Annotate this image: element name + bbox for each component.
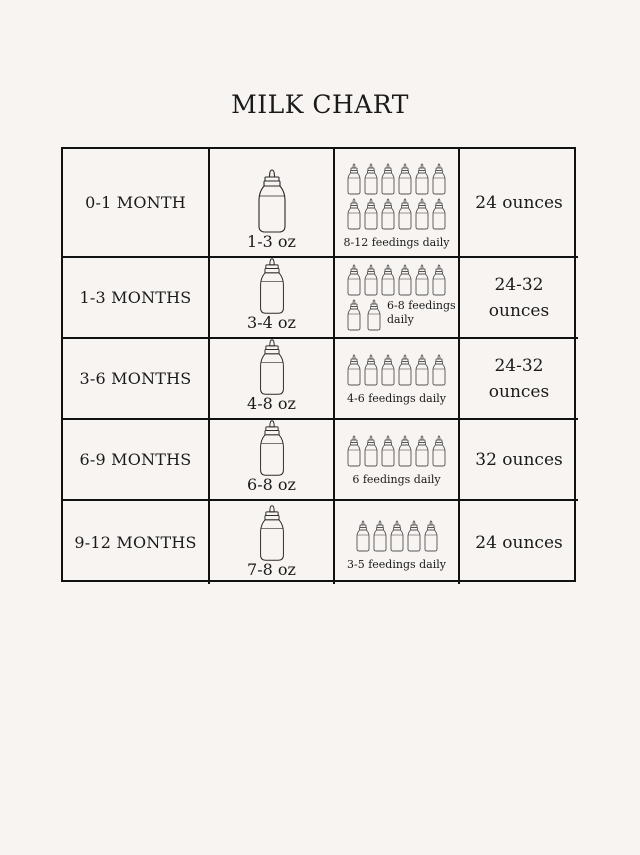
bottle-icon-row <box>347 264 446 296</box>
mini-bottle-icon <box>432 264 446 296</box>
amount-cell <box>210 420 335 501</box>
mini-bottle-icon <box>356 520 370 552</box>
amount-label: 6-8 oz <box>247 475 296 494</box>
mini-bottle-icon <box>432 354 446 386</box>
baby-bottle-icon <box>257 420 287 477</box>
mini-bottle-icon <box>347 163 361 195</box>
feedings-cell <box>335 420 460 501</box>
feedings-cell <box>335 149 460 258</box>
age-cell <box>63 420 210 501</box>
mini-bottle-icon <box>364 354 378 386</box>
mini-bottle-icon <box>347 354 361 386</box>
age-label: 9-12 MONTHS <box>74 533 197 552</box>
amount-label: 1-3 oz <box>247 232 296 251</box>
baby-bottle-icon <box>255 168 289 234</box>
mini-bottle-icon <box>415 198 429 230</box>
feedings-label: 6-8 feedings daily <box>387 299 456 326</box>
feedings-cell <box>335 339 460 420</box>
age-cell <box>63 149 210 258</box>
amount-cell <box>210 339 335 420</box>
mini-bottle-icon <box>398 264 412 296</box>
amount-cell <box>210 149 335 258</box>
age-label: 0-1 MONTH <box>85 193 186 212</box>
baby-bottle-icon <box>257 258 287 315</box>
feedings-label: 8-12 feedings daily <box>343 236 450 249</box>
age-label: 1-3 MONTHS <box>79 288 192 307</box>
bottle-icon-row <box>347 163 446 195</box>
mini-bottle-icon <box>347 435 361 467</box>
amount-cell <box>210 501 335 584</box>
feedings-cell <box>335 258 460 339</box>
age-cell <box>63 339 210 420</box>
total-cell <box>460 501 578 584</box>
mini-bottle-icon <box>390 520 404 552</box>
mini-bottle-icon <box>347 299 361 331</box>
mini-bottle-icon <box>432 198 446 230</box>
mini-bottle-icon <box>398 435 412 467</box>
total-label: 32 ounces <box>475 449 563 470</box>
bottle-icon-row <box>339 299 460 331</box>
mini-bottle-icon <box>424 520 438 552</box>
mini-bottle-icon <box>415 354 429 386</box>
mini-bottle-icon <box>364 198 378 230</box>
amount-label: 4-8 oz <box>247 394 296 413</box>
mini-bottle-icon <box>381 198 395 230</box>
bottle-icon-row <box>347 435 446 467</box>
baby-bottle-icon <box>257 339 287 396</box>
age-label: 3-6 MONTHS <box>79 369 192 388</box>
total-label: 24 ounces <box>475 532 563 553</box>
total-cell <box>460 420 578 501</box>
mini-bottle-icon <box>432 163 446 195</box>
feedings-label: 6 feedings daily <box>352 473 441 486</box>
mini-bottle-icon <box>367 299 381 331</box>
age-cell <box>63 501 210 584</box>
total-label: 24 ounces <box>475 192 563 213</box>
mini-bottle-icon <box>407 520 421 552</box>
mini-bottle-icon <box>373 520 387 552</box>
feedings-label: 4-6 feedings daily <box>347 392 446 405</box>
bottle-icon-row <box>347 198 446 230</box>
mini-bottle-icon <box>347 198 361 230</box>
age-label: 6-9 MONTHS <box>79 450 192 469</box>
age-cell <box>63 258 210 339</box>
feedings-label: 3-5 feedings daily <box>347 558 446 571</box>
total-label: 24-32 ounces <box>488 355 550 402</box>
mini-bottle-icon <box>381 435 395 467</box>
mini-bottle-icon <box>432 435 446 467</box>
mini-bottle-icon <box>398 198 412 230</box>
mini-bottle-icon <box>381 264 395 296</box>
page-title: MILK CHART <box>231 90 409 119</box>
mini-bottle-icon <box>364 163 378 195</box>
amount-cell <box>210 258 335 339</box>
baby-bottle-icon <box>257 504 287 562</box>
bottle-icon-row <box>356 520 438 552</box>
mini-bottle-icon <box>398 163 412 195</box>
mini-bottle-icon <box>364 435 378 467</box>
total-cell <box>460 149 578 258</box>
mini-bottle-icon <box>381 163 395 195</box>
amount-label: 7-8 oz <box>247 560 296 579</box>
amount-label: 3-4 oz <box>247 313 296 332</box>
bottle-icon-row <box>347 354 446 386</box>
mini-bottle-icon <box>415 264 429 296</box>
milk-chart-table <box>61 147 576 582</box>
feedings-cell <box>335 501 460 584</box>
total-cell <box>460 258 578 339</box>
mini-bottle-icon <box>415 435 429 467</box>
mini-bottle-icon <box>347 264 361 296</box>
total-cell <box>460 339 578 420</box>
mini-bottle-icon <box>398 354 412 386</box>
total-label: 24-32 ounces <box>488 274 550 321</box>
mini-bottle-icon <box>364 264 378 296</box>
mini-bottle-icon <box>381 354 395 386</box>
mini-bottle-icon <box>415 163 429 195</box>
